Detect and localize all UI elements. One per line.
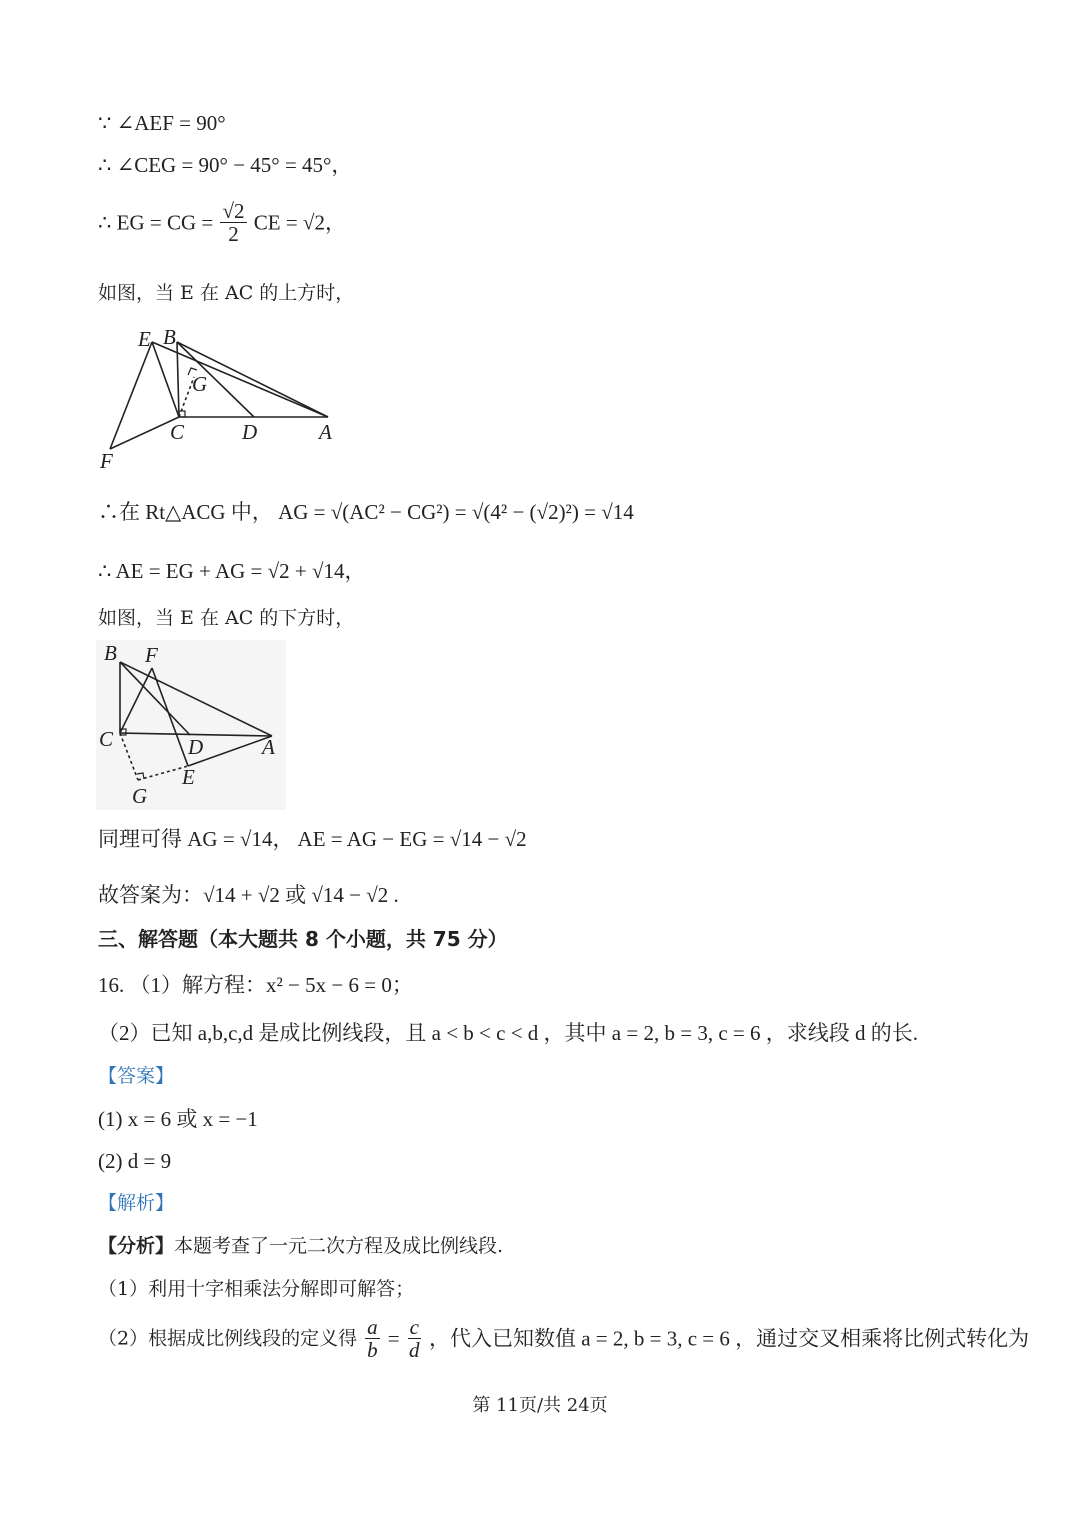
label-b: B xyxy=(104,641,117,665)
label-b: B xyxy=(163,325,176,349)
case-below-text: 如图，当 E 在 AC 的下方时， xyxy=(98,607,355,629)
geometry-figure-below xyxy=(96,640,286,810)
analysis-part2: （2）根据成比例线段的定义得 $\frac{a}{b}$ = $\frac{c}{d}$ ，代入已知数值 a = 2, b = 3, c = 6 ，通过交叉相乘将比例式转化为 xyxy=(98,1315,1030,1362)
fraction-a-over-b xyxy=(365,1316,380,1361)
label-f: F xyxy=(100,449,113,472)
fraction-denominator: b xyxy=(367,1338,378,1362)
sqrt2-over-2-fraction xyxy=(220,200,246,245)
answer-tag-text: 【答案】 xyxy=(98,1065,175,1087)
line-angle-aef xyxy=(98,111,226,135)
label-d: D xyxy=(188,735,204,759)
label-e: E xyxy=(138,327,151,351)
label-c: C xyxy=(99,727,114,751)
line-similarly xyxy=(98,827,527,851)
q16-part2-text: （2）已知 a,b,c,d 是成比例线段，且 a < b < c < d ，其中 a = 2, b = 3, c = 6 ，求线段 d 的长. xyxy=(98,1021,918,1045)
similarly-text: 同理可得 AG = √14， AE = AG − EG = √14 − √2 xyxy=(98,827,527,851)
label-a: A xyxy=(262,735,275,759)
page-number-text: 第 11页/共 24页 xyxy=(472,1395,608,1416)
label-g: G xyxy=(132,784,148,808)
eg-cg-prefix: ∴ EG = CG = xyxy=(98,210,214,235)
fraction-numerator: a xyxy=(367,1315,378,1339)
analysis-part2-suffix: ，代入已知数值 a = 2, b = 3, c = 6 ，通过交叉相乘将比例式转化为 xyxy=(428,1326,1030,1351)
line-final-answer xyxy=(98,883,399,907)
line-case-above xyxy=(98,281,354,305)
q16-part1-text: 16. （1）解方程：x² − 5x − 6 = 0； xyxy=(98,973,413,997)
fraction-denominator: 2 xyxy=(228,222,239,246)
fraction-denominator: d xyxy=(408,1338,420,1362)
line-eg-cg xyxy=(98,200,346,245)
analysis-part1-text: （1）利用十字相乘法分解即可解答； xyxy=(98,1278,415,1300)
geometry-figure-above xyxy=(96,322,346,472)
label-g: G xyxy=(192,372,208,396)
fenxi-tag: 【分析】 xyxy=(98,1235,175,1257)
analysis-tag xyxy=(98,1191,174,1215)
section-heading-text: 三、解答题（本大题共 8 个小题，共 75 分） xyxy=(98,927,508,951)
fraction-c-over-d xyxy=(408,1316,421,1361)
analysis-part1 xyxy=(98,1277,414,1301)
answer-tag xyxy=(98,1064,174,1088)
question-16-part2 xyxy=(98,1021,918,1045)
analysis-part2-prefix: （2）根据成比例线段的定义得 xyxy=(98,1327,358,1350)
ae-sum-text: ∴ AE = EG + AG = √2 + √14， xyxy=(98,559,366,583)
line-ae-sum xyxy=(98,559,366,583)
final-answer-text: 故答案为：√14 + √2 或 √14 − √2 . xyxy=(98,883,399,907)
analysis-summary xyxy=(98,1234,503,1258)
label-a: A xyxy=(319,420,332,444)
fraction-numerator: √2 xyxy=(222,199,245,223)
label-e: E xyxy=(182,765,195,789)
line-rt-triangle xyxy=(98,500,634,524)
answer-part2-text: (2) d = 9 xyxy=(98,1149,172,1173)
rt-triangle-ag-text: ∴在 Rt△ACG 中， AG = √(AC² − CG²) = √(4² − (√2)²) = √14 xyxy=(98,500,634,524)
question-16-part1 xyxy=(98,973,413,997)
answer-part1 xyxy=(98,1107,258,1131)
label-f: F xyxy=(145,643,158,667)
fraction-numerator: c xyxy=(409,1315,419,1339)
fenxi-text: 本题考查了一元二次方程及成比例线段. xyxy=(174,1235,504,1257)
therefore-angle-ceg-text: ∴ ∠CEG = 90° − 45° = 45°， xyxy=(98,153,353,177)
case-above-text: 如图，当 E 在 AC 的上方时， xyxy=(98,282,355,304)
because-angle-aef-text: ∵ ∠AEF = 90° xyxy=(98,111,226,135)
label-d: D xyxy=(242,420,258,444)
eg-cg-suffix: CE = √2， xyxy=(253,210,346,235)
label-c: C xyxy=(170,420,185,444)
answer-part1-text: (1) x = 6 或 x = −1 xyxy=(98,1107,258,1131)
section-heading xyxy=(98,927,508,951)
line-angle-ceg xyxy=(98,153,352,177)
page-footer xyxy=(0,1391,1080,1417)
line-case-below xyxy=(98,606,354,630)
analysis-tag-text: 【解析】 xyxy=(98,1192,175,1214)
answer-part2 xyxy=(98,1149,171,1173)
